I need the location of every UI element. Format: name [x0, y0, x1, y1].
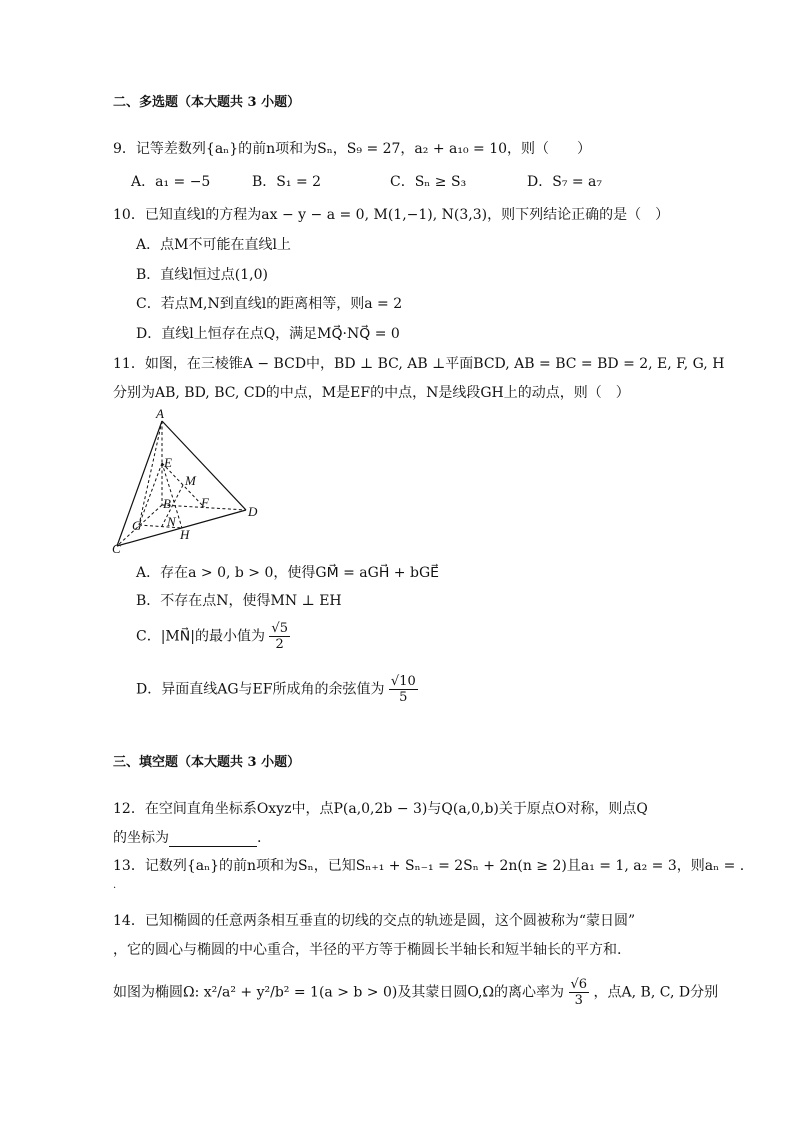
fraction-numerator: √5	[271, 621, 288, 636]
q13-line2: .	[113, 880, 117, 891]
q12-period: .	[257, 830, 262, 846]
segment-eg	[139, 463, 162, 525]
q14-eccentricity-fraction	[569, 977, 590, 1008]
q11-option-d-text: D．异面直线AG与EF所成角的余弦值为	[136, 681, 385, 698]
q12-line2-text: 的坐标为	[113, 830, 169, 846]
q11-stem-line2: 分别为AB, BD, BC, CD的中点，M是EF的中点，N是线段GH上的动点，则（ ）	[113, 385, 630, 401]
section-title-fill-in: 三、填空题（本大题共 3 小题）	[113, 755, 301, 770]
fraction-numerator: √10	[390, 674, 416, 689]
q10-option-c: C．若点M,N到直线l的距离相等，则a = 2	[136, 296, 403, 312]
q14-line3	[113, 977, 718, 1008]
q13-line1: 13．记数列{aₙ}的前n项和为Sₙ，已知Sₙ₊₁ + Sₙ₋₁ = 2Sₙ + 2n(n ≥ 2)且a₁ = 1, a₂ = 3，则aₙ = .	[113, 858, 745, 874]
q11-option-c	[136, 621, 290, 652]
fraction-denominator: 5	[399, 690, 408, 705]
fraction-numerator: √6	[570, 977, 588, 992]
q10-stem: 10．已知直线l的方程为ax − y − a = 0, M(1,−1), N(3,3)，则下列结论正确的是（ ）	[113, 207, 670, 223]
q9-option-b: B．S₁ = 2	[252, 174, 322, 190]
q9-option-a: A．a₁ = −5	[131, 174, 211, 190]
q11-option-c-text: C．|MN⃗|的最小值为	[136, 628, 265, 645]
label-h: H	[180, 527, 190, 542]
label-e: E	[164, 455, 172, 470]
tetrahedron-figure	[105, 405, 275, 560]
q10-option-d: D．直线l上恒存在点Q，满足MQ⃗·NQ⃗ = 0	[136, 326, 400, 342]
fraction-denominator: 2	[275, 637, 284, 652]
fraction-denominator: 3	[574, 993, 583, 1008]
label-a: A	[156, 406, 164, 421]
q12-line1: 12．在空间直角坐标系Oxyz中，点P(a,0,2b − 3)与Q(a,0,b)关于原点O对称，则点Q	[113, 801, 648, 817]
q9-option-d: D．S₇ = a₇	[527, 174, 603, 190]
label-d: D	[248, 504, 258, 519]
q9-option-c: C．Sₙ ≥ S₃	[390, 174, 467, 190]
q11-option-a: A．存在a > 0, b > 0，使得GM⃗ = aGH⃗ + bGE⃗	[136, 565, 439, 581]
q12-answer-blank[interactable]	[169, 832, 257, 847]
label-c: C	[112, 541, 121, 556]
q10-option-b: B．直线l恒过点(1,0)	[136, 267, 268, 283]
label-f: F	[201, 495, 209, 510]
q11-option-c-fraction	[269, 621, 290, 652]
q14-line2: ，它的圆心与椭圆的中心重合，半径的平方等于椭圆长半轴长和短半轴长的平方和.	[113, 942, 622, 958]
segment-ag	[139, 421, 162, 525]
q10-option-a: A．点M不可能在直线l上	[136, 237, 291, 253]
label-b: B	[163, 496, 171, 511]
q14-line3-tail: ，点A, B, C, D分别	[593, 984, 719, 1001]
q11-option-b: B．不存在点N，使得MN ⊥ EH	[136, 593, 342, 609]
q11-stem-line1: 11．如图，在三棱锥A − BCD中，BD ⊥ BC, AB ⊥平面BCD, AB = BC = BD = 2, E, F, G, H	[113, 356, 725, 372]
label-n: N	[167, 514, 176, 529]
label-m: M	[185, 473, 196, 488]
q14-line1: 14．已知椭圆的任意两条相互垂直的切线的交点的轨迹是圆，这个圆被称为“蒙日圆”	[113, 913, 636, 929]
q9-stem: 9．记等差数列{aₙ}的前n项和为Sₙ，S₉ = 27，a₂ + a₁₀ = 10，则（ ）	[113, 141, 592, 157]
q14-line3-text: 如图为椭圆Ω: x²/a² + y²/b² = 1(a > b > 0)及其蒙日圆O,Ω的离心率为	[113, 984, 565, 1001]
q12-line2	[113, 829, 261, 847]
section-title-multiple-choice: 二、多选题（本大题共 3 小题）	[113, 95, 301, 110]
label-g: G	[132, 518, 142, 533]
q11-option-d-fraction	[389, 674, 418, 705]
q11-option-d	[136, 674, 418, 705]
